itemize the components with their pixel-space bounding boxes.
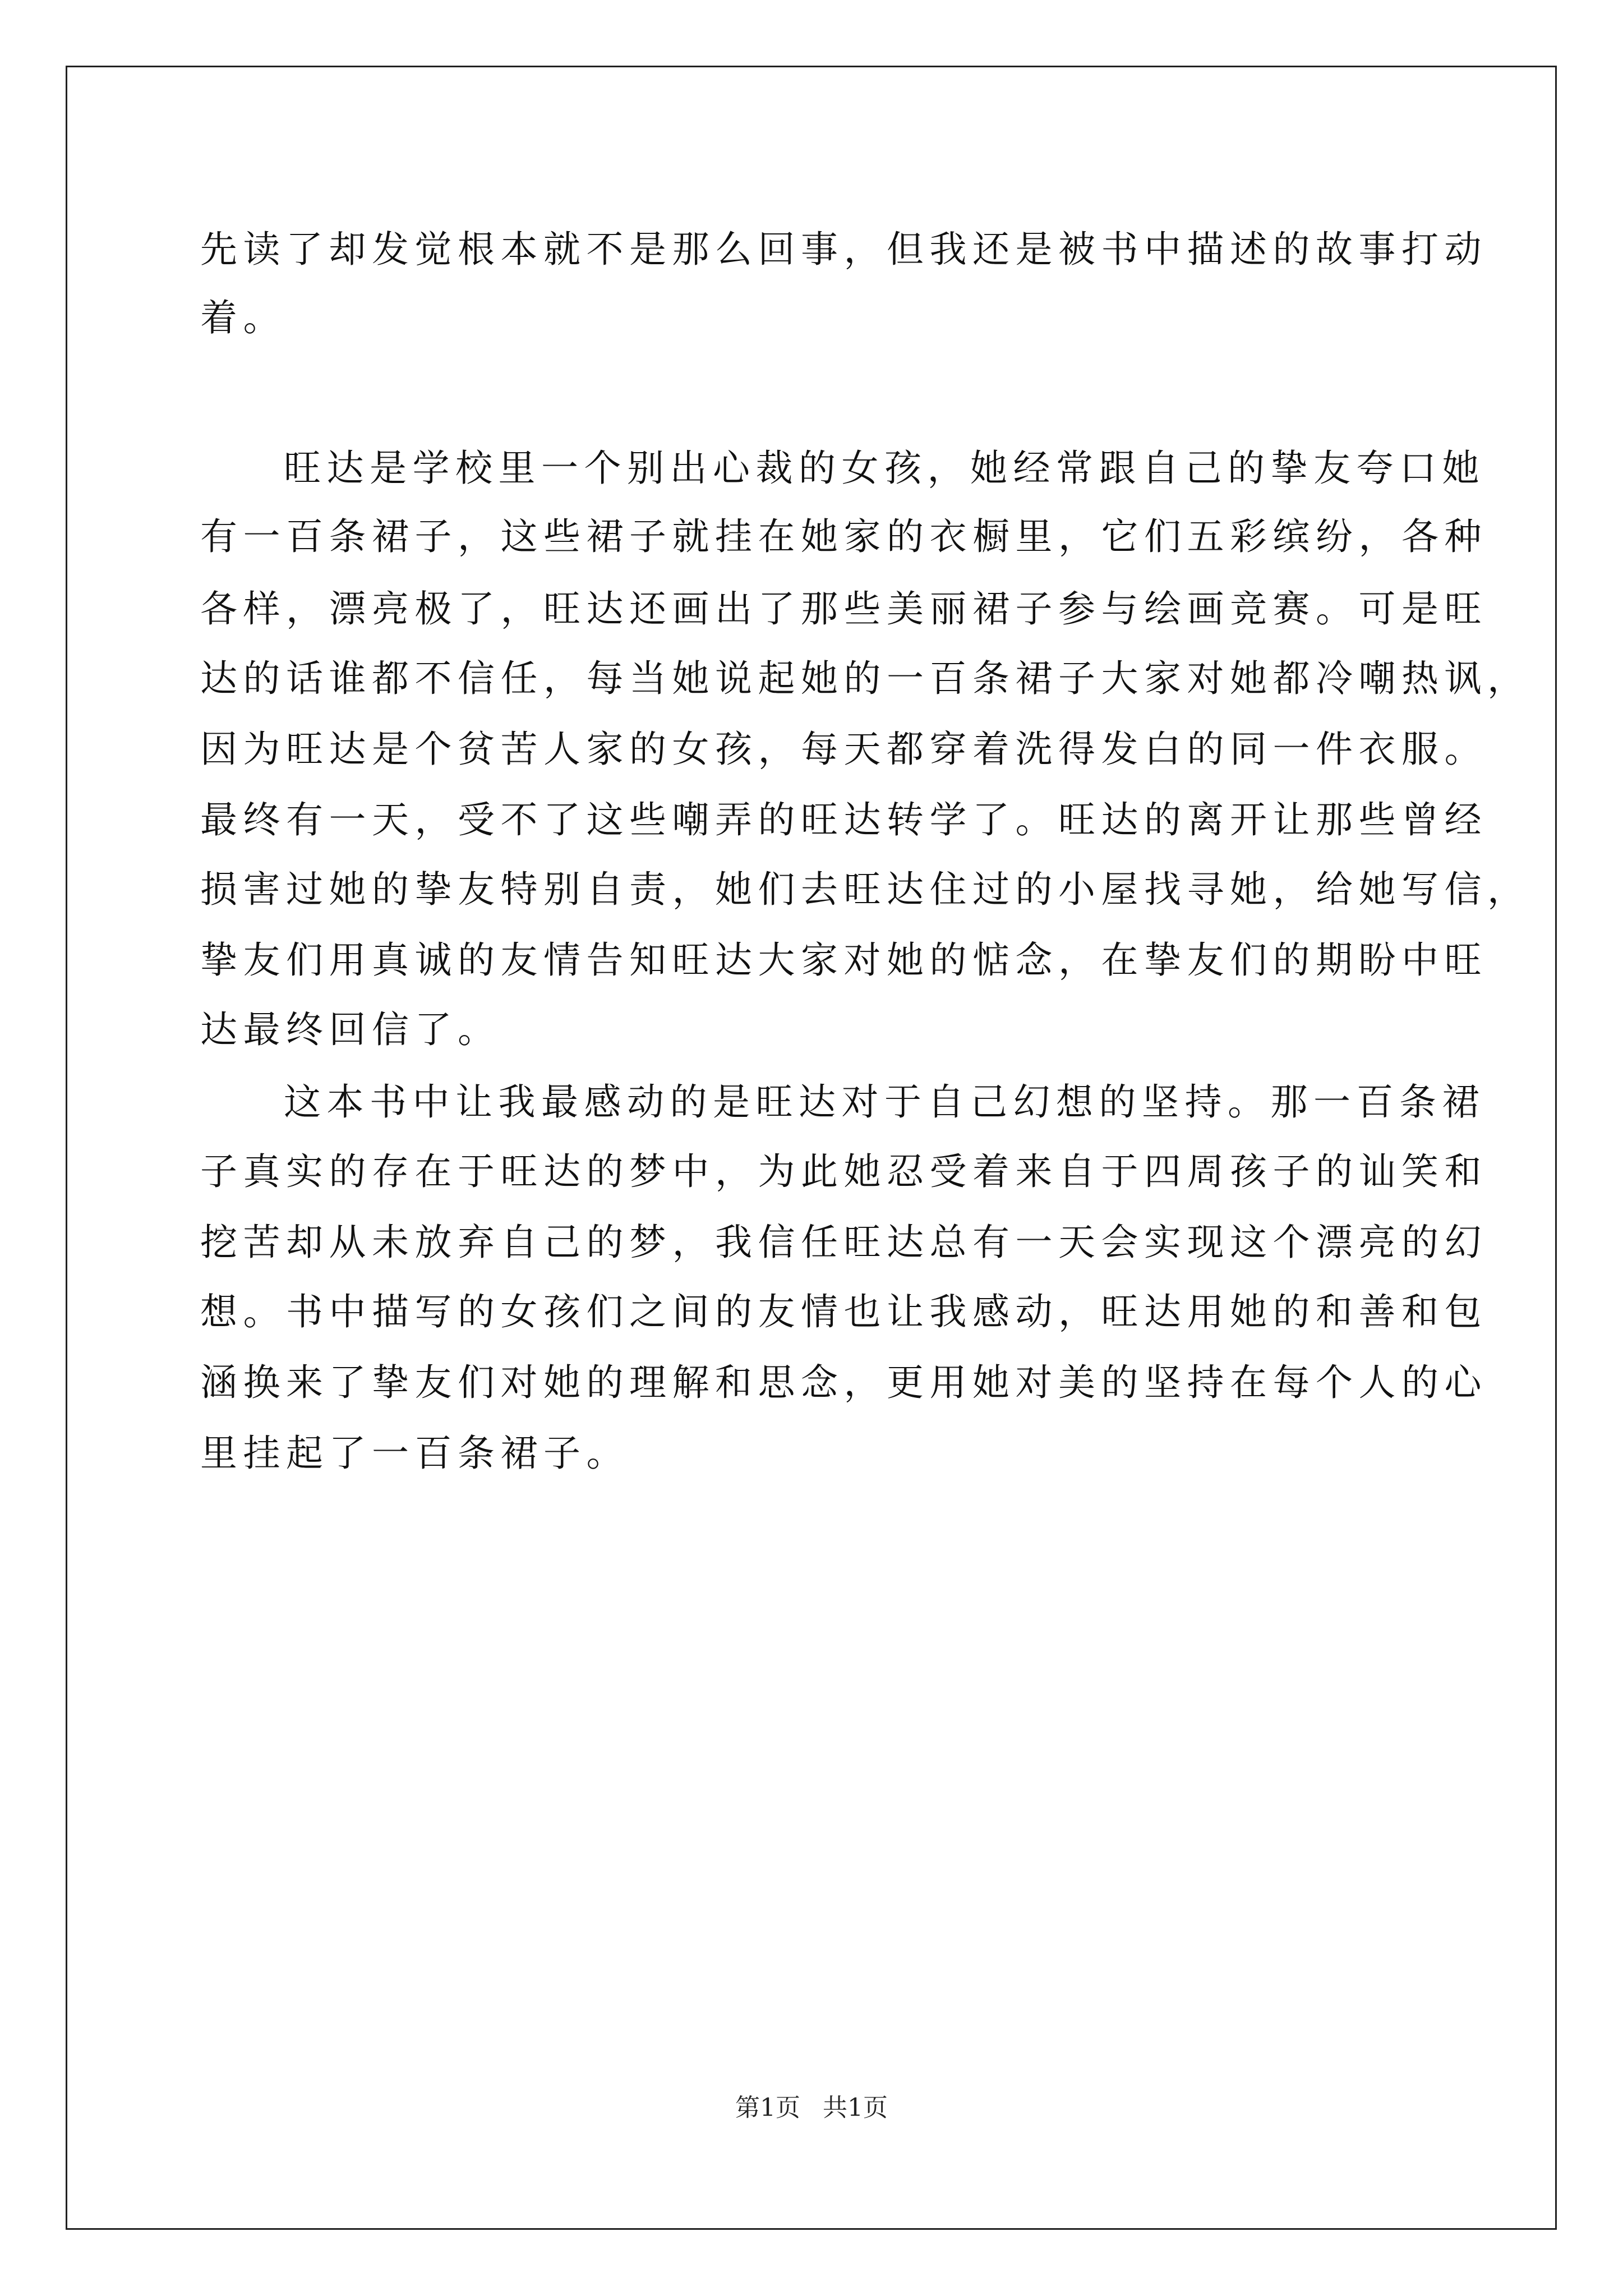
page-number: 第1页	[735, 2093, 800, 2122]
text-line: 各样，漂亮极了，旺达还画出了那些美丽裙子参与绘画竞赛。可是旺	[200, 587, 1487, 631]
text-line: 达最终回信了。	[200, 1008, 501, 1051]
paragraph-first-line: 旺达是学校里一个别出心裁的女孩，她经常跟自己的挚友夸口她	[284, 447, 1485, 490]
text-line: 有一百条裙子，这些裙子就挂在她家的衣橱里，它们五彩缤纷，各种	[200, 515, 1487, 558]
text-line: 着。	[200, 296, 286, 339]
page-footer	[0, 2092, 1623, 2124]
text-line: 想。书中描写的女孩们之间的友情也让我感动，旺达用她的和善和包	[200, 1290, 1487, 1333]
text-line: 因为旺达是个贫苦人家的女孩，每天都穿着洗得发白的同一件衣服。	[200, 728, 1487, 771]
text-line: 涵换来了挚友们对她的理解和思念，更用她对美的坚持在每个人的心	[200, 1361, 1487, 1404]
page-border	[66, 66, 1557, 2230]
text-line: 挚友们用真诚的友情告知旺达大家对她的惦念，在挚友们的期盼中旺	[200, 938, 1487, 982]
text-line: 先读了却发觉根本就不是那么回事，但我还是被书中描述的故事打动	[200, 228, 1487, 271]
text-line: 挖苦却从未放弃自己的梦，我信任旺达总有一天会实现这个漂亮的幻	[200, 1221, 1487, 1264]
text-line: 最终有一天，受不了这些嘲弄的旺达转学了。旺达的离开让那些曾经	[200, 798, 1487, 841]
text-line: 达的话谁都不信任，每当她说起她的一百条裙子大家对她都冷嘲热讽，	[200, 657, 1530, 700]
text-line: 损害过她的挚友特别自责，她们去旺达住过的小屋找寻她，给她写信，	[200, 868, 1530, 911]
page-total: 共1页	[823, 2093, 888, 2122]
text-line: 子真实的存在于旺达的梦中，为此她忍受着来自于四周孩子的讪笑和	[200, 1150, 1487, 1193]
text-line: 里挂起了一百条裙子。	[200, 1432, 629, 1475]
paragraph-first-line: 这本书中让我最感动的是旺达对于自己幻想的坚持。那一百条裙	[284, 1080, 1485, 1124]
